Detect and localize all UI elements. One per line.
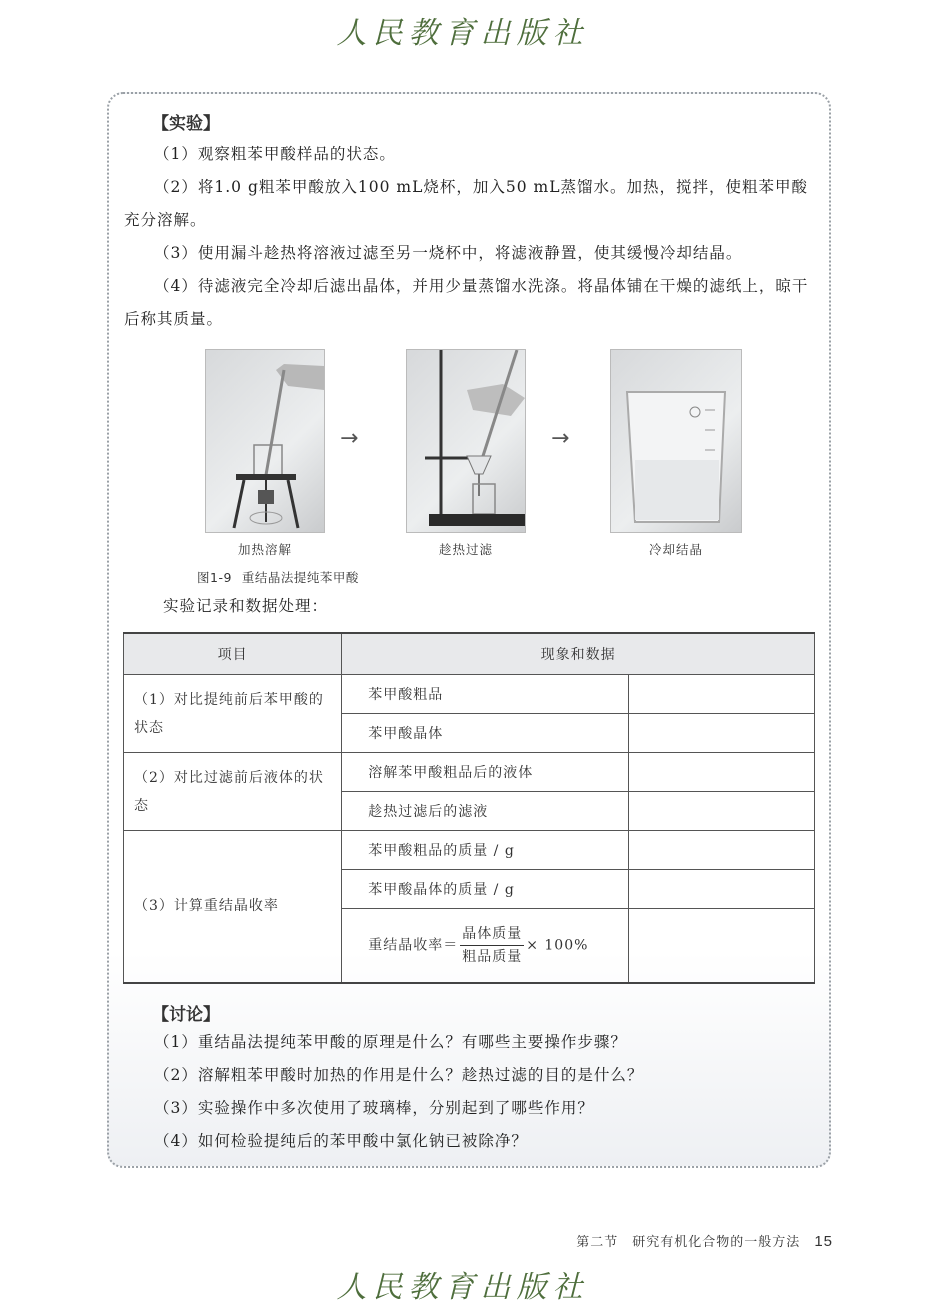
table-row <box>124 675 815 714</box>
hot-filtration-photo <box>406 349 526 533</box>
figure-caption: 趁热过滤 <box>438 542 493 557</box>
arrow-icon: → <box>340 426 359 451</box>
table-group-label: （2）对比过滤前后液体的状态 <box>124 753 342 831</box>
experiment-step: （1）观察粗苯甲酸样品的状态。 <box>154 145 396 163</box>
experiment-step: （4）待滤液完全冷却后滤出晶体，并用少量蒸馏水洗涤。将晶体铺在干燥的滤纸上，晾干后称其质量。 <box>124 277 809 328</box>
table-input-cell[interactable] <box>628 870 814 909</box>
table-cell: 趁热过滤后的滤液 <box>342 792 629 831</box>
table-cell: 苯甲酸晶体的质量 / g <box>342 870 629 909</box>
table-header: 项目 <box>124 633 342 675</box>
table-cell: 溶解苯甲酸粗品后的液体 <box>342 753 629 792</box>
table-cell: 苯甲酸粗品的质量 / g <box>342 831 629 870</box>
discussion-question: （2）溶解粗苯甲酸时加热的作用是什么？趁热过滤的目的是什么？ <box>154 1066 644 1084</box>
discussion-question: （1）重结晶法提纯苯甲酸的原理是什么？有哪些主要操作步骤？ <box>154 1033 627 1051</box>
table-cell: 苯甲酸粗品 <box>342 675 629 714</box>
discussion-question: （3）实验操作中多次使用了玻璃棒，分别起到了哪些作用？ <box>154 1099 594 1117</box>
cooling-crystallization-photo <box>610 349 742 533</box>
record-table <box>123 632 815 984</box>
table-header: 现象和数据 <box>342 633 815 675</box>
figure-caption: 加热溶解 <box>237 542 292 557</box>
table-input-cell[interactable] <box>628 831 814 870</box>
yield-formula: 重结晶收率＝ $\frac{\text{晶体质量}}{\text{粗品质量}}$ × 100% <box>342 909 629 983</box>
arrow-icon: → <box>551 426 570 451</box>
discussion-question: （4）如何检验提纯后的苯甲酸中氯化钠已被除净？ <box>154 1132 528 1150</box>
section-title: 第二节 研究有机化合物的一般方法 <box>576 1235 801 1250</box>
page-number: 15 <box>814 1233 833 1250</box>
table-input-cell[interactable] <box>628 753 814 792</box>
table-input-cell[interactable] <box>628 792 814 831</box>
table-cell: 苯甲酸晶体 <box>342 714 629 753</box>
publisher-logo: 人民教育出版社 <box>336 16 589 51</box>
experiment-step: （2）将1.0 g粗苯甲酸放入100 mL烧杯，加入50 mL蒸馏水。加热，搅拌，使粗苯甲酸充分溶解。 <box>124 178 809 229</box>
discussion-heading: 【讨论】 <box>152 1005 220 1025</box>
table-row <box>124 753 815 792</box>
table-row <box>124 831 815 870</box>
publisher-logo: 人民教育出版社 <box>336 1270 589 1305</box>
table-header-row <box>124 633 815 675</box>
table-input-cell[interactable] <box>628 714 814 753</box>
experiment-heading: 【实验】 <box>152 114 220 134</box>
experiment-step: （3）使用漏斗趁热将溶液过滤至另一烧杯中，将滤液静置，使其缓慢冷却结晶。 <box>154 244 743 262</box>
page-footer <box>576 1231 833 1250</box>
table-input-cell[interactable] <box>628 909 814 983</box>
heating-dissolving-photo <box>205 349 325 533</box>
record-title: 实验记录和数据处理： <box>163 597 329 615</box>
table-group-label: （3）计算重结晶收率 <box>124 831 342 983</box>
figure-title: 图1-9 重结晶法提纯苯甲酸 <box>197 570 359 585</box>
table-group-label: （1）对比提纯前后苯甲酸的状态 <box>124 675 342 753</box>
figure-caption: 冷却结晶 <box>648 542 703 557</box>
table-input-cell[interactable] <box>628 675 814 714</box>
